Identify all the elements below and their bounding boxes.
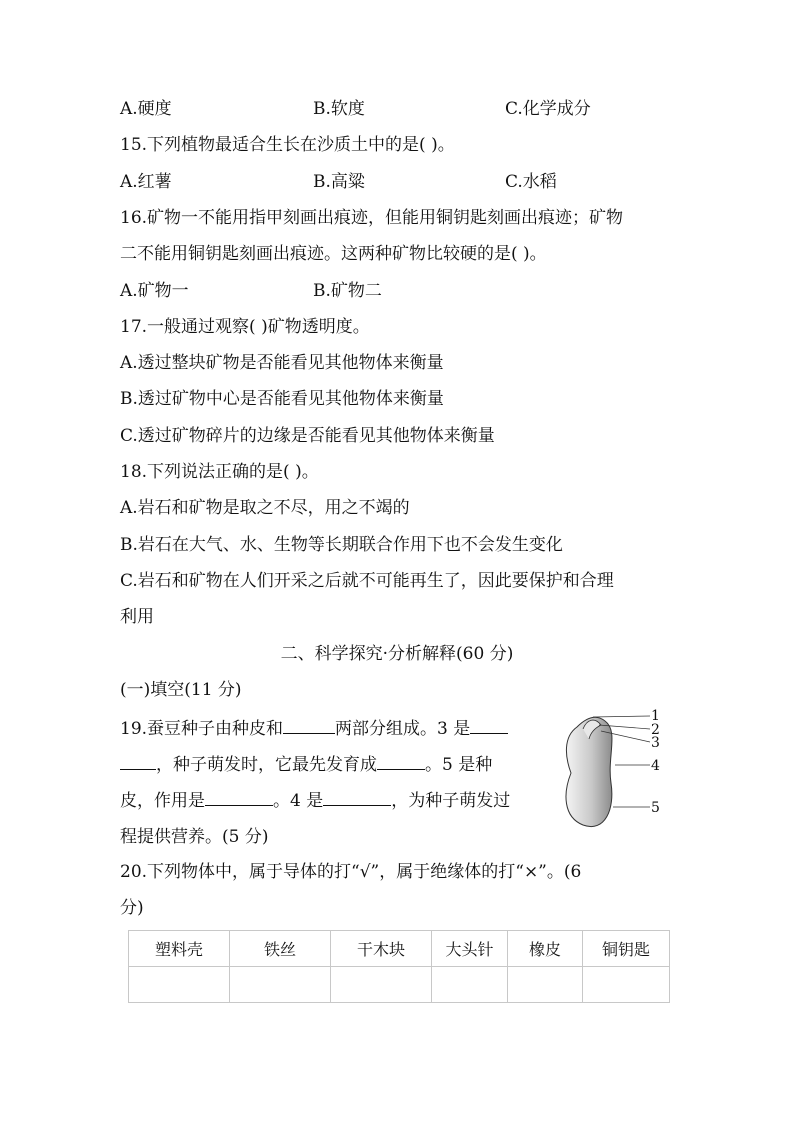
answer-blank[interactable] — [470, 715, 508, 734]
figure-label-3: 3 — [651, 735, 660, 751]
answer-blank[interactable] — [323, 787, 391, 806]
q20-stem-line2: 分) — [120, 898, 144, 918]
q18-option-c-line1: C.岩石和矿物在人们开采之后就不可能再生了，因此要保护和合理 — [120, 571, 614, 591]
q15-option-b: B.高粱 — [313, 172, 365, 192]
q18-stem: 18.下列说法正确的是( )。 — [120, 462, 319, 482]
table-header-cell: 橡皮 — [508, 931, 583, 967]
answer-cell[interactable] — [230, 967, 331, 1003]
q19-text-4: 。5 是种 — [425, 755, 493, 775]
subsection-title: (一)填空(11 分) — [120, 680, 242, 700]
bean-seed-figure — [555, 705, 665, 830]
answer-cell[interactable] — [331, 967, 432, 1003]
q16-stem-line1: 16.矿物一不能用指甲刻画出痕迹，但能用铜钥匙刻画出痕迹；矿物 — [120, 208, 624, 228]
q19-text-6: 。4 是 — [273, 791, 324, 811]
q18-option-c-line2: 利用 — [120, 607, 154, 627]
q19-text-8: 程提供营养。(5 分) — [120, 827, 269, 847]
q19-text — [120, 711, 550, 855]
answer-blank[interactable] — [283, 715, 335, 734]
figure-label-1: 1 — [651, 708, 660, 724]
q20-stem-line1: 20.下列物体中，属于导体的打“√”，属于绝缘体的打“×”。(6 — [120, 862, 582, 882]
q19-text-1: 19.蚕豆种子由种皮和 — [120, 719, 284, 739]
q14-option-a: A.硬度 — [120, 99, 172, 119]
q16-option-a: A.矿物一 — [120, 281, 189, 301]
answer-blank[interactable] — [377, 751, 425, 770]
table-header-cell: 塑料壳 — [129, 931, 230, 967]
table-header-cell: 干木块 — [331, 931, 432, 967]
q17-option-c: C.透过矿物碎片的边缘是否能看见其他物体来衡量 — [120, 426, 495, 446]
q15-stem: 15.下列植物最适合生长在沙质土中的是( )。 — [120, 135, 455, 155]
table-header-cell: 大头针 — [432, 931, 508, 967]
q15-option-a: A.红薯 — [120, 172, 172, 192]
answer-cell[interactable] — [508, 967, 583, 1003]
q19-text-5: 皮，作用是 — [120, 791, 205, 811]
answer-blank[interactable] — [120, 751, 156, 770]
q17-option-a: A.透过整块矿物是否能看见其他物体来衡量 — [120, 353, 444, 373]
answer-blank[interactable] — [205, 787, 273, 806]
q16-stem-line2: 二不能用铜钥匙刻画出痕迹。这两种矿物比较硬的是( )。 — [120, 244, 547, 264]
figure-label-4: 4 — [651, 758, 660, 774]
figure-label-5: 5 — [651, 800, 660, 816]
table-header-cell: 铜钥匙 — [583, 931, 670, 967]
q17-stem: 17.一般通过观察( )矿物透明度。 — [120, 317, 370, 337]
q18-option-b: B.岩石在大气、水、生物等长期联合作用下也不会发生变化 — [120, 535, 563, 555]
q16-option-b: B.矿物二 — [313, 281, 382, 301]
answer-cell[interactable] — [129, 967, 230, 1003]
conductor-table — [128, 930, 670, 1003]
figure-label-2: 2 — [651, 722, 660, 738]
section-title: 二、科学探究·分析解释(60 分) — [280, 644, 514, 664]
table-header-cell: 铁丝 — [230, 931, 331, 967]
q19-text-3: ，种子萌发时，它最先发育成 — [156, 755, 377, 775]
q18-option-a: A.岩石和矿物是取之不尽，用之不竭的 — [120, 498, 410, 518]
answer-cell[interactable] — [432, 967, 508, 1003]
q15-option-c: C.水稻 — [505, 172, 557, 192]
q19-text-2: 两部分组成。3 是 — [335, 719, 471, 739]
q14-option-b: B.软度 — [313, 99, 365, 119]
q19-text-7: ，为种子萌发过 — [391, 791, 511, 811]
answer-cell[interactable] — [583, 967, 670, 1003]
q17-option-b: B.透过矿物中心是否能看见其他物体来衡量 — [120, 389, 444, 409]
q14-option-c: C.化学成分 — [505, 99, 591, 119]
